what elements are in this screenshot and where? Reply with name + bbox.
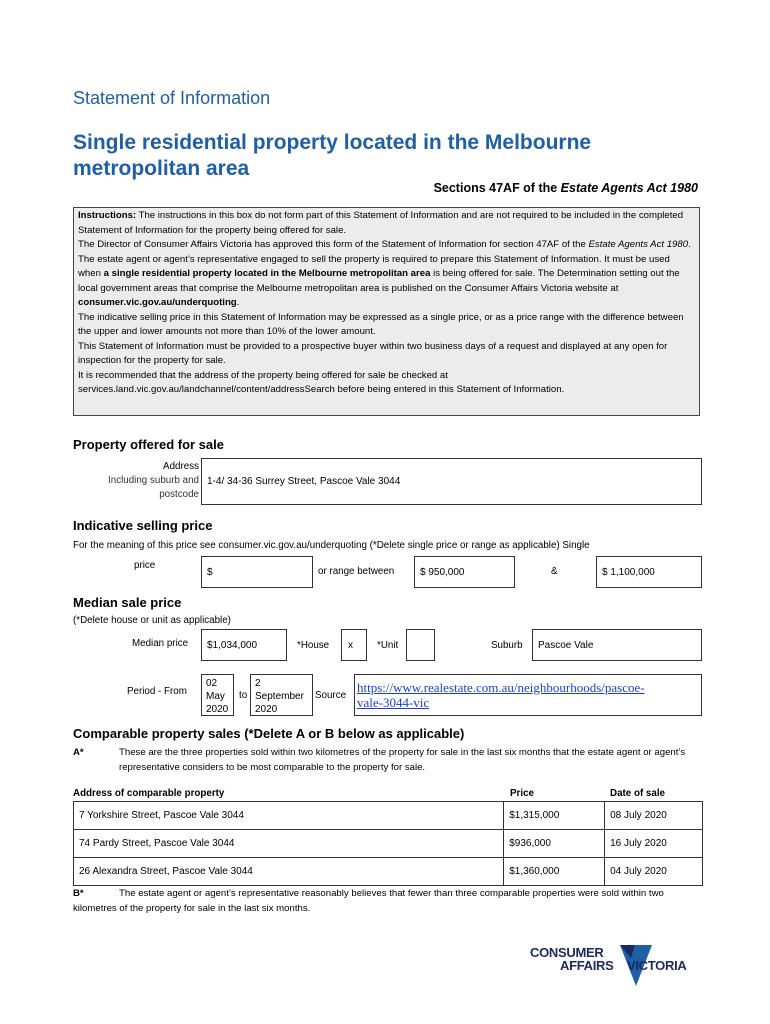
house-label: *House xyxy=(297,640,330,651)
period-to-label: to xyxy=(239,690,248,701)
range-label: or range between xyxy=(318,566,395,577)
median-heading: Median sale price xyxy=(73,595,182,610)
consumer-affairs-victoria-logo xyxy=(528,944,708,994)
range-ampersand: & xyxy=(551,566,558,577)
range-high-field[interactable]: $ 1,100,000 xyxy=(596,556,702,588)
table-row xyxy=(74,830,703,858)
median-note: (*Delete house or unit as applicable) xyxy=(73,615,231,626)
source-link[interactable]: https://www.realestate.com.au/neighbourhoods/pascoe- xyxy=(357,680,645,695)
comparable-date[interactable]: 04 July 2020 xyxy=(605,858,703,886)
comparable-price[interactable]: $1,315,000 xyxy=(504,802,605,830)
period-from-field[interactable]: 02 May 2020 xyxy=(201,674,234,716)
logo-affairs: AFFAIRS xyxy=(560,958,614,973)
comparable-date[interactable]: 16 July 2020 xyxy=(605,830,703,858)
col-date-header: Date of sale xyxy=(610,788,665,799)
median-price-label: Median price xyxy=(132,638,189,649)
option-b-text: The estate agent or agent’s representative reasonably believes that fewer than three comparable properties were sold within two kilometres of the property for sale in the last six months. xyxy=(73,888,664,914)
logo-consumer: CONSUMER xyxy=(530,945,604,960)
unit-checkbox[interactable] xyxy=(406,629,435,661)
comparable-address[interactable]: 7 Yorkshire Street, Pascoe Vale 3044 xyxy=(74,802,504,830)
instructions-box: Instructions: The instructions in this box do not form part of this Statement of Information and are not required to be included in the completed Statement of Information for the property being offered for sale. The Director of Consumer Affairs Victoria has approved this form of the Statement of Information for section 47AF of the Estate Agents Act 1980. The estate agent or agent’s representative engaged to sell the property is required to prepare this Statement of Information. It must be used when a single residential property located in the Melbourne metropolitan area is being offered for sale. The Determination setting out the local government areas that comprise the Melbourne metropolitan area is published on the Consumer Affairs Victoria website at consumer.vic.gov.au/underquoting. The indicative selling price in this Statement of Information may be expressed as a single price, or as a price range with the difference between the upper and lower amounts not more than 10% of the lower amount. This Statement of Information must be provided to a prospective buyer within two business days of a request and displayed at any open for inspection for the property for sale. It is recommended that the address of the property being offered for sale be checked at services.land.vic.gov.au/landchannel/content/addressSearch before being entered in this Statement of Information. xyxy=(73,207,700,416)
unit-label: *Unit xyxy=(377,640,399,651)
comparable-price[interactable]: $936,000 xyxy=(504,830,605,858)
document-subtitle: Statement of Information xyxy=(73,88,271,108)
suburb-label: Suburb xyxy=(491,640,523,651)
period-to-field[interactable]: 2 September 2020 xyxy=(250,674,313,716)
source-label: Source xyxy=(315,690,347,701)
comparable-heading: Comparable property sales (*Delete A or B below as applicable) xyxy=(73,726,465,741)
median-price-field[interactable]: $1,034,000 xyxy=(201,629,287,661)
comparable-price[interactable]: $1,360,000 xyxy=(504,858,605,886)
document-title: Single residential property located in the Melbourne metropolitan area xyxy=(73,131,592,180)
table-row xyxy=(74,858,703,886)
comparable-address[interactable]: 74 Pardy Street, Pascoe Vale 3044 xyxy=(74,830,504,858)
property-heading: Property offered for sale xyxy=(73,437,224,452)
price-label: price xyxy=(134,560,156,571)
house-checkbox[interactable]: x xyxy=(341,629,367,661)
address-field[interactable]: 1-4/ 34-36 Surrey Street, Pascoe Vale 3044 xyxy=(201,458,702,505)
logo-victoria: VICTORIA xyxy=(627,958,687,973)
indicative-heading: Indicative selling price xyxy=(73,518,213,533)
option-a-text: These are the three properties sold within two kilometres of the property for sale in the last six months that the estate agent or agent’s representative considers to be most comparable to the property for sale. xyxy=(119,747,686,773)
col-address-header: Address of comparable property xyxy=(73,788,225,799)
option-b-label: B* xyxy=(73,888,84,899)
sections-reference: Sections 47AF of the Estate Agents Act 1980 xyxy=(433,181,698,195)
suburb-field[interactable]: Pascoe Vale xyxy=(532,629,702,661)
period-label: Period - From xyxy=(127,686,187,697)
indicative-note: For the meaning of this price see consumer.vic.gov.au/underquoting (*Delete single price or range as applicable) Single xyxy=(73,540,590,551)
comparable-address[interactable]: 26 Alexandra Street, Pascoe Vale 3044 xyxy=(74,858,504,886)
comparable-date[interactable]: 08 July 2020 xyxy=(605,802,703,830)
range-low-field[interactable]: $ 950,000 xyxy=(414,556,515,588)
col-price-header: Price xyxy=(510,788,534,799)
option-a-label: A* xyxy=(73,747,84,758)
table-row xyxy=(74,802,703,830)
source-link-continued[interactable]: vale-3044-vic xyxy=(357,695,430,710)
address-label: Address Including suburb and postcode xyxy=(108,461,199,500)
comparable-table xyxy=(73,801,703,886)
source-field[interactable] xyxy=(354,674,702,716)
single-price-field[interactable]: $ xyxy=(201,556,313,588)
